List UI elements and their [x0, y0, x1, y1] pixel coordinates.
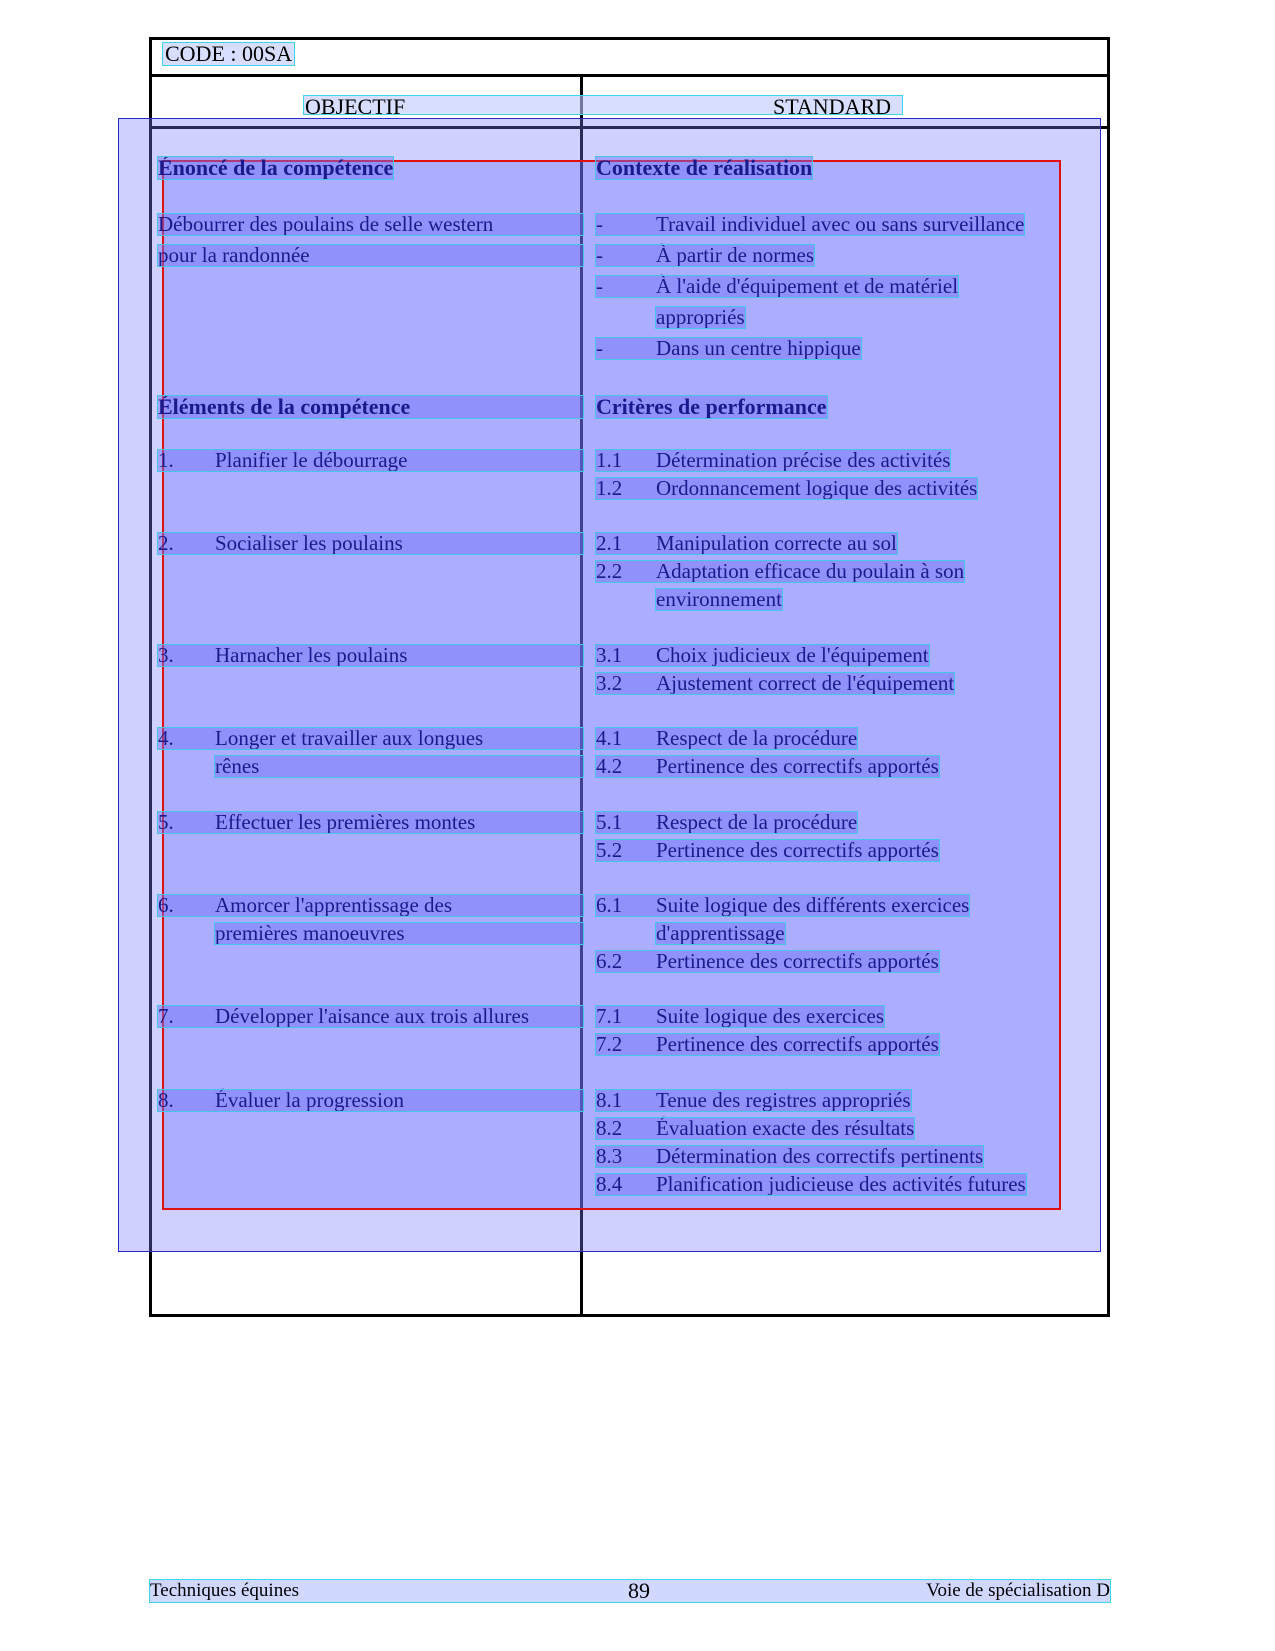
list-item: 5.1 Respect de la procédure: [596, 810, 858, 834]
list-item: 8.1 Tenue des registres appropriés: [596, 1088, 911, 1112]
list-item: 1.2 Ordonnancement logique des activités: [596, 476, 978, 500]
page-number: 89: [628, 1578, 650, 1603]
enonce-line-2: pour la randonnée: [158, 245, 583, 266]
list-item-continuation: appropriés: [656, 305, 745, 329]
list-item: 1. Planifier le débourrage: [158, 450, 583, 471]
list-item: 4. Longer et travailler aux longues: [158, 728, 583, 749]
list-item: 2.1 Manipulation correcte au sol: [596, 531, 897, 555]
list-item: 8.4 Planification judicieuse des activités futures: [596, 1172, 1026, 1196]
list-item: - Dans un centre hippique: [596, 336, 861, 360]
list-item: 2. Socialiser les poulains: [158, 533, 583, 554]
list-item: 8. Évaluer la progression: [158, 1090, 583, 1111]
list-item: 6.1 Suite logique des différents exercices: [596, 893, 970, 917]
list-item-continuation: environnement: [656, 587, 782, 611]
list-item: 6.2 Pertinence des correctifs apportés: [596, 949, 939, 973]
footer-program: Techniques équines: [150, 1580, 300, 1601]
col-objectif-header: OBJECTIF: [305, 94, 406, 119]
list-item: - Travail individuel avec ou sans surveillance: [596, 212, 1025, 236]
code-label: CODE : 00SA: [165, 41, 293, 66]
list-item: 6. Amorcer l'apprentissage des: [158, 895, 583, 916]
col-standard-header: STANDARD: [773, 94, 892, 119]
list-item-continuation: premières manoeuvres: [215, 923, 583, 944]
list-item: - À l'aide d'équipement et de matériel: [596, 274, 959, 298]
enonce-title: Énoncé de la compétence: [158, 155, 394, 180]
list-item: 4.2 Pertinence des correctifs apportés: [596, 754, 939, 778]
list-item: 8.3 Détermination des correctifs pertinents: [596, 1144, 984, 1168]
list-item: 3.2 Ajustement correct de l'équipement: [596, 671, 955, 695]
enonce-line-1: Débourrer des poulains de selle western: [158, 214, 583, 235]
criteres-title: Critères de performance: [596, 394, 827, 419]
elements-title: Éléments de la compétence: [158, 396, 583, 418]
list-item: 3. Harnacher les poulains: [158, 645, 583, 666]
list-item: 7.1 Suite logique des exercices: [596, 1004, 885, 1028]
list-item: 5.2 Pertinence des correctifs apportés: [596, 838, 939, 862]
list-item: 7.2 Pertinence des correctifs apportés: [596, 1032, 939, 1056]
list-item: 8.2 Évaluation exacte des résultats: [596, 1116, 915, 1140]
list-item-continuation: d'apprentissage: [656, 921, 785, 945]
list-item: 3.1 Choix judicieux de l'équipement: [596, 643, 929, 667]
list-item: - À partir de normes: [596, 243, 815, 267]
list-item: 7. Développer l'aisance aux trois allures: [158, 1006, 583, 1027]
list-item: 5. Effectuer les premières montes: [158, 812, 583, 833]
contexte-title: Contexte de réalisation: [596, 155, 813, 180]
list-item: 2.2 Adaptation efficace du poulain à son: [596, 559, 965, 583]
page-footer: [150, 1580, 1110, 1602]
list-item: 1.1 Détermination précise des activités: [596, 448, 951, 472]
list-item-continuation: rênes: [215, 756, 583, 777]
footer-specialisation: Voie de spécialisation D: [926, 1580, 1110, 1601]
list-item: 4.1 Respect de la procédure: [596, 726, 858, 750]
